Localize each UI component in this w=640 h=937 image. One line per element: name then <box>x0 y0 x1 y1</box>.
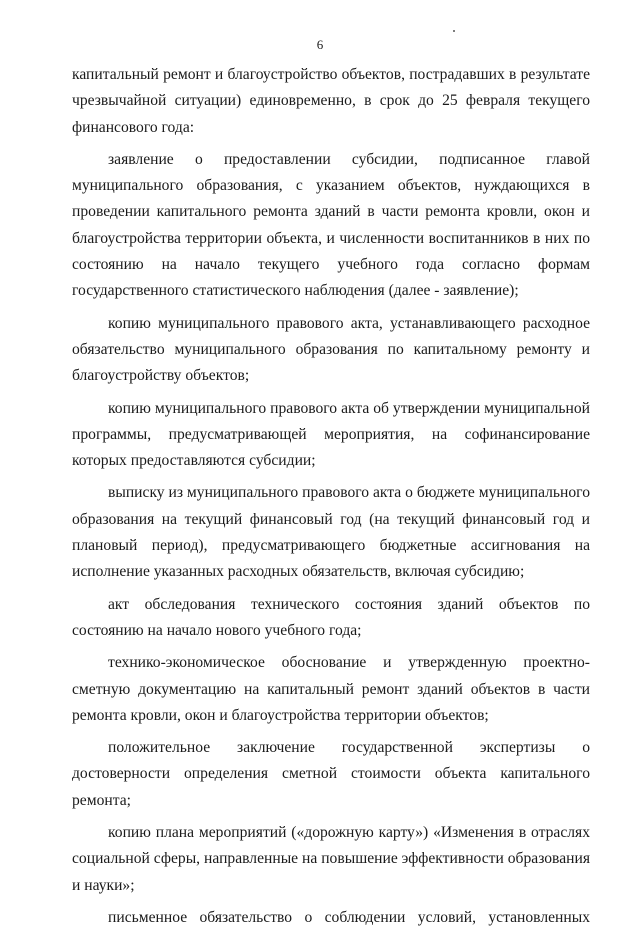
paragraph-roadmap-copy: копию плана мероприятий («дорожную карту») «Изменения в отраслях социальной сферы, направленные на повышение эффективности образования и науки»; <box>72 824 590 894</box>
paragraph-application: заявление о предоставлении субсидии, подписанное главой муниципального образования, с указанием объектов, нуждающихся в проведении капитального ремонта зданий в части ремонта кровли, окон и благоустройства территории объекта, и численности воспитанников в них по состоянию на начало текущего учебного года согласно формам государственного статистического наблюдения (далее - заявление); <box>72 150 590 300</box>
paragraph-municipal-program: копию муниципального правового акта об утверждении муниципальной программы, предусматривающей мероприятия, на софинансирование которых предоставляются субсидии; <box>72 399 590 470</box>
paragraph-expert-conclusion: положительное заключение государственной экспертизы о достоверности определения сметной стоимости объекта капитального ремонта; <box>72 739 590 809</box>
page-number: 6 <box>316 37 324 52</box>
paragraph-inspection-act: акт обследования технического состояния зданий объектов по состоянию на начало нового учебного года; <box>72 595 590 639</box>
paragraph-written-obligation: письменное обязательство о соблюдении условий, установленных <box>108 908 590 926</box>
scan-speck <box>453 30 455 32</box>
paragraph-legal-act-obligation: копию муниципального правового акта, устанавливающего расходное обязательство муниципального образования по капитальному ремонту и благоустройству объектов; <box>72 314 590 385</box>
document-body <box>72 62 590 937</box>
paragraph-feasibility-study: технико-экономическое обоснование и утвержденную проектно-сметную документацию на капитальный ремонт зданий объектов в части ремонта кровли, окон и благоустройства территории объектов; <box>72 654 590 724</box>
paragraph-intro-continuation: капитальный ремонт и благоустройство объектов, пострадавших в результате чрезвычайной ситуации) единовременно, в срок до 25 февраля текущего финансового года: <box>72 66 590 136</box>
paragraph-budget-extract: выписку из муниципального правового акта о бюджете муниципального образования на текущий финансовый год (на текущий финансовый год и плановый период), предусматривающего бюджетные ассигнования на исполнение указанных расходных обязательств, включая субсидию; <box>72 484 590 581</box>
